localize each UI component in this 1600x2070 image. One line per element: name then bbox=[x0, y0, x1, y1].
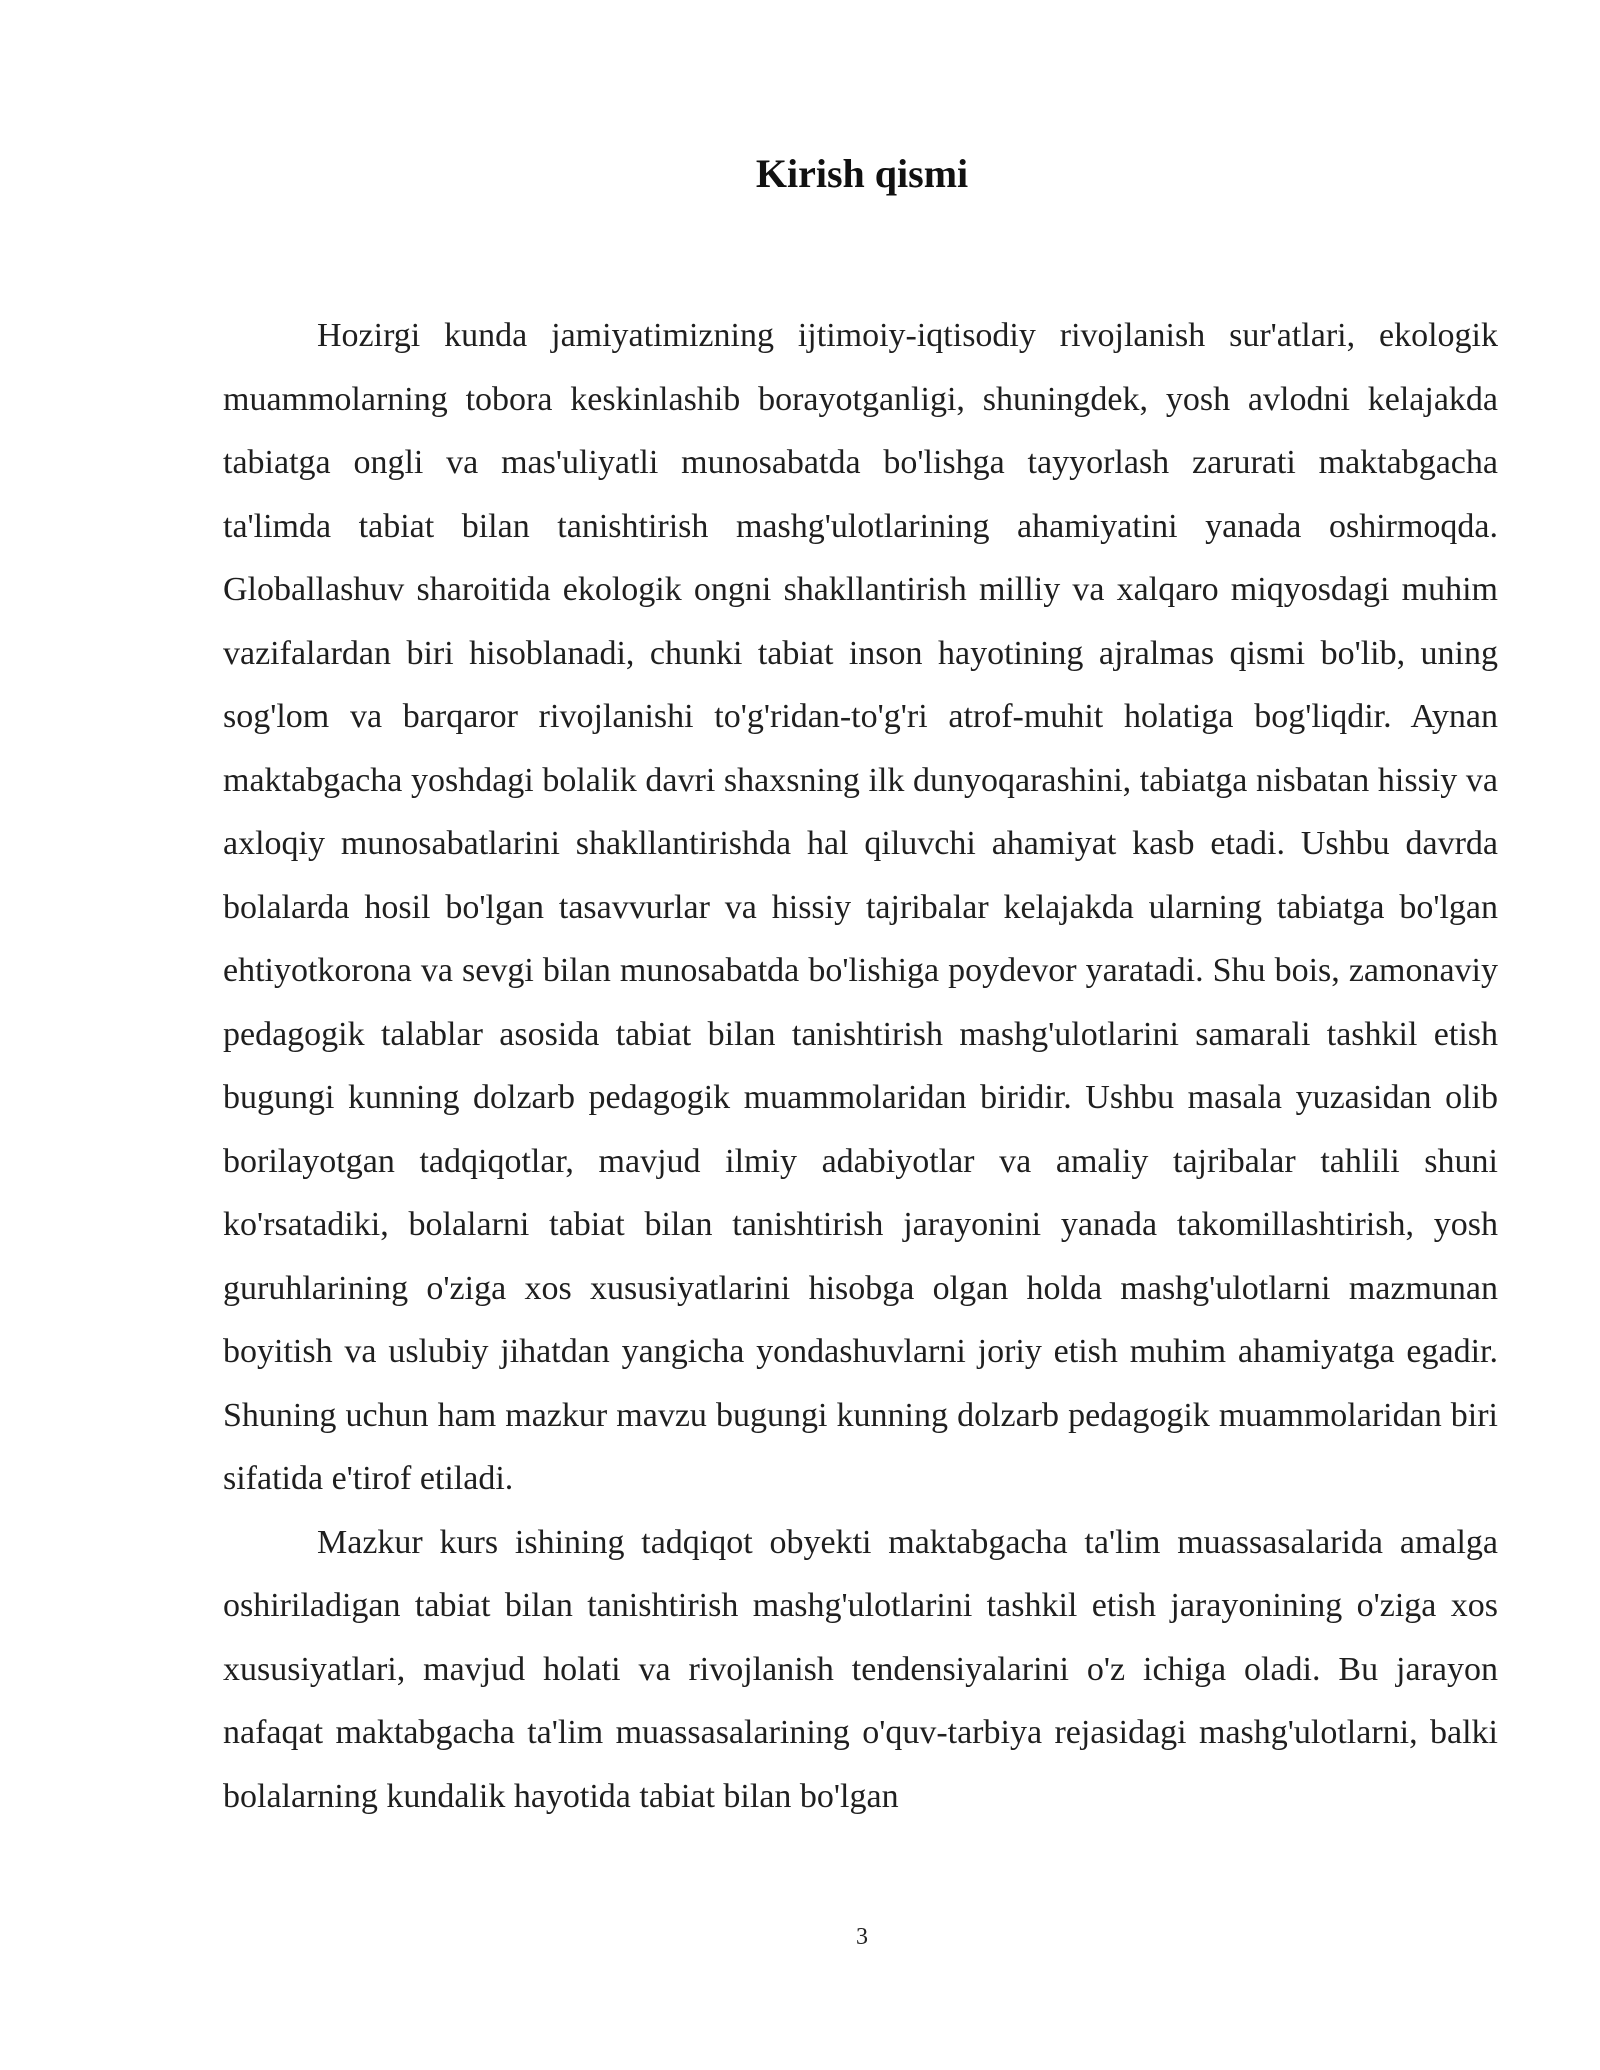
page-title: Kirish qismi bbox=[755, 151, 969, 196]
page-number: 3 bbox=[856, 1924, 868, 1950]
paragraph-1: Hozirgi kunda jamiyatimizning ijtimoiy-iqtisodiy rivojlanish sur'atlari, ekologik muammolarning tobora keskinlashib borayotganligi, shuningdek, yosh avlodni kelajakda tabiatga ongli va mas'uliyatli munosabatda bo'lishga tayyorlash zarurati maktabgacha ta'limda tabiat bilan tanishtirish mashg'ulotlarining ahamiyatini yanada oshirmoqda. Globallashuv sharoitida ekologik ongni shakllantirish milliy va xalqaro miqyosdagi muhim vazifalardan biri hisoblanadi, chunki tabiat inson hayotining ajralmas qismi bo'lib, uning sog'lom va barqaror rivojlanishi to'g'ridan-to'g'ri atrof-muhit holatiga bog'liqdir. Aynan maktabgacha yoshdagi bolalik davri shaxsning ilk dunyoqarashini, tabiatga nisbatan hissiy va axloqiy munosabatlarini shakllantirishda hal qiluvchi ahamiyat kasb etadi. Ushbu davrda bolalarda hosil bo'lgan tasavvurlar va hissiy tajribalar kelajakda ularning tabiatga bo'lgan ehtiyotkorona va sevgi bilan munosabatda bo'lishiga poydevor yaratadi. Shu bois, zamonaviy pedagogik talablar asosida tabiat bilan tanishtirish mashg'ulotlarini samarali tashkil etish bugungi kunning dolzarb pedagogik muammolaridan biridir. Ushbu masala yuzasidan olib borilayotgan tadqiqotlar, mavjud ilmiy adabiyotlar va amaliy tajribalar tahlili shuni ko'rsatadiki, bolalarni tabiat bilan tanishtirish jarayonini yanada takomillashtirish, yosh guruhlarining o'ziga xos xususiyatlarini hisobga olgan holda mashg'ulotlarni mazmunan boyitish va uslubiy jihatdan yangicha yondashuvlarni joriy etish muhim ahamiyatga egadir. Shuning uchun ham mazkur mavzu bugungi kunning dolzarb pedagogik muammolaridan biri sifatida e'tirof etiladi. bbox=[223, 317, 1498, 1497]
body-text bbox=[223, 304, 1498, 1828]
paragraph-2: Mazkur kurs ishining tadqiqot obyekti maktabgacha ta'lim muassasalarida amalga oshiriladigan tabiat bilan tanishtirish mashg'ulotlarini tashkil etish jarayonining o'ziga xos xususiyatlari, mavjud holati va rivojlanish tendensiyalarini o'z ichiga oladi. Bu jarayon nafaqat maktabgacha ta'lim muassasalarining o'quv-tarbiya rejasidagi mashg'ulotlarni, balki bolalarning kundalik hayotida tabiat bilan bo'lgan bbox=[223, 1523, 1498, 1815]
